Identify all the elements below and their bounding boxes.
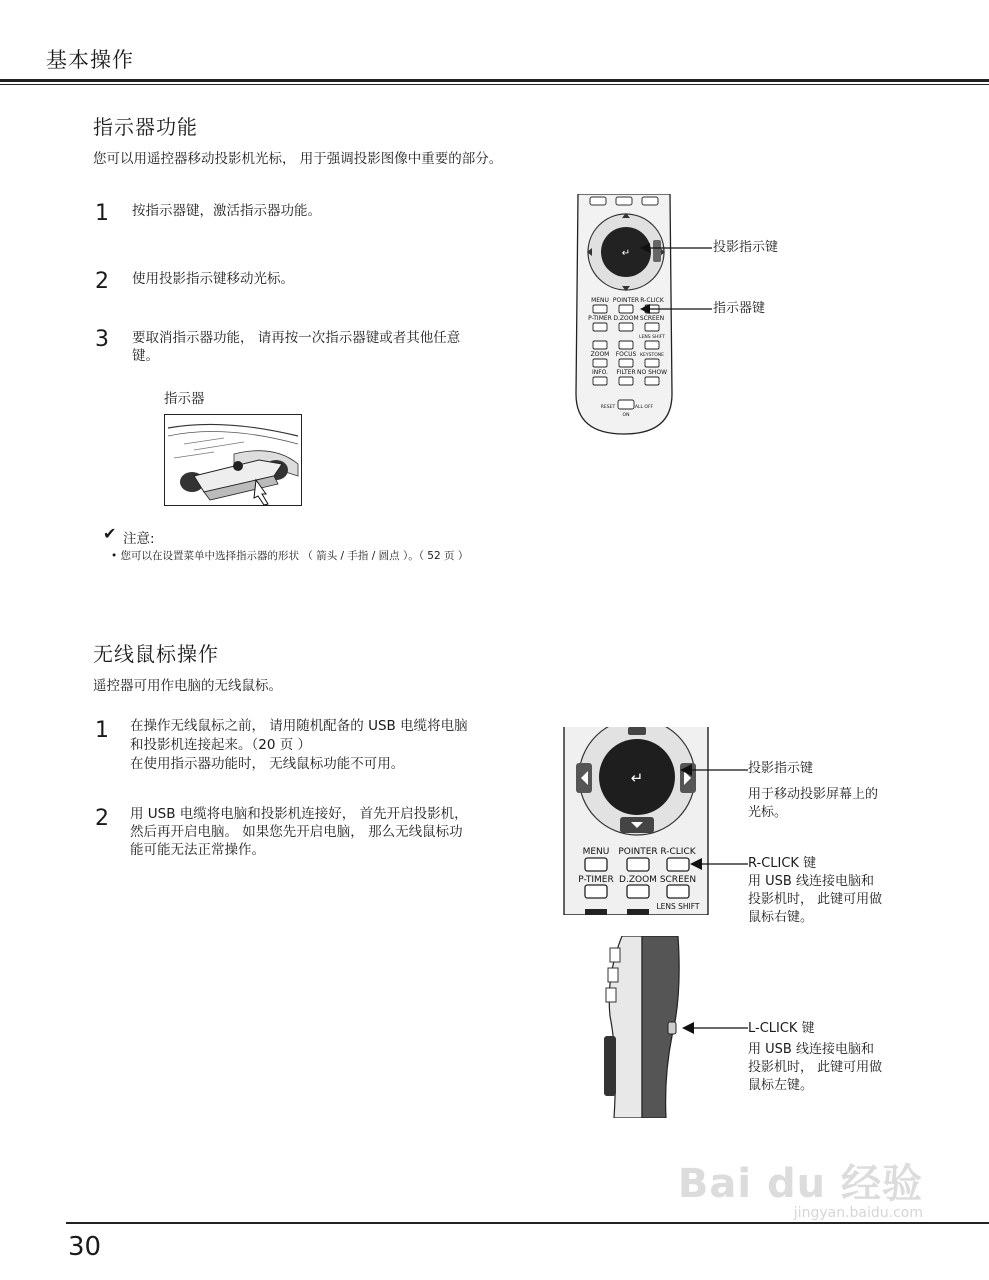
step-text: 在使用指示器功能时， 无线鼠标功能不可用。 <box>130 756 405 772</box>
remote-side-view <box>602 936 684 1118</box>
callout-lclick-desc: 用 USB 线连接电脑和 <box>748 1042 874 1057</box>
callout-lclick-title: L-CLICK 键 <box>748 1021 815 1036</box>
section-title-wireless-mouse: 无线鼠标操作 <box>93 642 219 666</box>
chapter-title: 基本操作 <box>46 48 134 72</box>
callout-rclick-desc: 投影机时， 此键可用做 <box>748 892 883 907</box>
step-text: 按指示器键，激活指示器功能。 <box>132 203 321 219</box>
pointer-illustration-label: 指示器 <box>164 391 205 407</box>
step-text: 用 USB 电缆将电脑和投影机连接好， 首先开启投影机， <box>130 806 468 822</box>
svg-text:SCREEN: SCREEN <box>639 315 665 322</box>
svg-text:LENS SHIFT: LENS SHIFT <box>656 902 700 911</box>
callout-lclick-desc: 鼠标左键。 <box>748 1078 814 1093</box>
svg-text:R-CLICK: R-CLICK <box>660 847 696 857</box>
callout-rclick-title: R-CLICK 键 <box>748 856 817 871</box>
svg-text:RESET: RESET <box>600 405 616 410</box>
callout-projection-title: 投影指示键 <box>748 761 814 776</box>
callout-pointer-key: 指示器键 <box>713 301 766 316</box>
svg-text:POINTER: POINTER <box>618 847 658 857</box>
svg-text:LENS SHIFT: LENS SHIFT <box>639 335 665 340</box>
svg-text:↵: ↵ <box>630 769 644 787</box>
svg-text:D.ZOOM: D.ZOOM <box>619 875 657 885</box>
footer-divider <box>66 1222 989 1224</box>
svg-text:P-TIMER: P-TIMER <box>578 875 614 885</box>
section-intro-pointer: 您可以用遥控器移动投影机光标， 用于强调投影图像中重要的部分。 <box>93 151 503 167</box>
step-number: 3 <box>95 327 109 352</box>
callout-projection-desc: 光标。 <box>748 805 788 820</box>
checkmark-icon: ✔ <box>103 524 117 543</box>
svg-text:NO SHOW: NO SHOW <box>636 369 668 376</box>
svg-text:FILTER: FILTER <box>616 369 636 376</box>
step-text: 能可能无法正常操作。 <box>130 842 265 858</box>
callout-rclick-desc: 鼠标右键。 <box>748 910 814 925</box>
callout-projection-key: 投影指示键 <box>713 240 779 255</box>
svg-text:FOCUS: FOCUS <box>615 351 637 358</box>
svg-text:MENU: MENU <box>582 847 610 857</box>
step-number: 1 <box>95 718 109 743</box>
note-text: • 您可以在设置菜单中选择指示器的形状 （ 箭头 / 手指 / 圆点 ）。（ 52 页 ） <box>111 550 469 562</box>
svg-text:D.ZOOM: D.ZOOM <box>613 315 639 322</box>
page-number: 30 <box>68 1232 102 1262</box>
svg-text:SCREEN: SCREEN <box>659 875 697 885</box>
baidu-watermark-logo: Bai du 经验 <box>677 1161 923 1207</box>
step-number: 2 <box>95 269 109 294</box>
svg-text:ON: ON <box>622 413 630 418</box>
svg-text:INFO.: INFO. <box>591 369 609 376</box>
svg-text:ZOOM: ZOOM <box>590 351 610 358</box>
callout-arrows <box>640 240 712 320</box>
svg-text:KEYSTONE: KEYSTONE <box>640 353 664 358</box>
header-divider-thin <box>0 84 989 85</box>
step-text: 和投影机连接起来。（20 页 ） <box>130 737 312 753</box>
callout-arrows-2 <box>680 762 748 1034</box>
note-title: 注意: <box>123 531 155 547</box>
svg-text:MENU: MENU <box>591 297 609 304</box>
svg-text:ALL OFF: ALL OFF <box>634 405 654 410</box>
svg-text:↵: ↵ <box>621 248 631 259</box>
step-number: 1 <box>95 201 109 226</box>
svg-text:R-CLICK: R-CLICK <box>640 297 664 304</box>
callout-projection-desc: 用于移动投影屏幕上的 <box>748 787 879 802</box>
section-intro-wireless-mouse: 遥控器可用作电脑的无线鼠标。 <box>93 678 282 694</box>
step-text: 使用投影指示键移动光标。 <box>132 271 294 287</box>
step-text: 在操作无线鼠标之前， 请用随机配备的 USB 电缆将电脑 <box>130 718 468 734</box>
svg-text:POINTER: POINTER <box>612 297 640 304</box>
svg-text:P-TIMER: P-TIMER <box>588 315 612 322</box>
header-divider <box>0 79 989 82</box>
step-number: 2 <box>95 806 109 831</box>
section-title-pointer: 指示器功能 <box>93 115 198 139</box>
step-text-continued: 键。 <box>132 348 159 364</box>
step-text: 要取消指示器功能， 请再按一次指示器键或者其他任意 <box>132 330 461 346</box>
step-text: 然后再开启电脑。 如果您先开启电脑， 那么无线鼠标功 <box>130 824 463 840</box>
baidu-watermark-url: jingyan.baidu.com <box>793 1205 923 1221</box>
callout-rclick-desc: 用 USB 线连接电脑和 <box>748 874 874 889</box>
callout-lclick-desc: 投影机时， 此键可用做 <box>748 1060 883 1075</box>
race-car-illustration <box>164 414 302 506</box>
